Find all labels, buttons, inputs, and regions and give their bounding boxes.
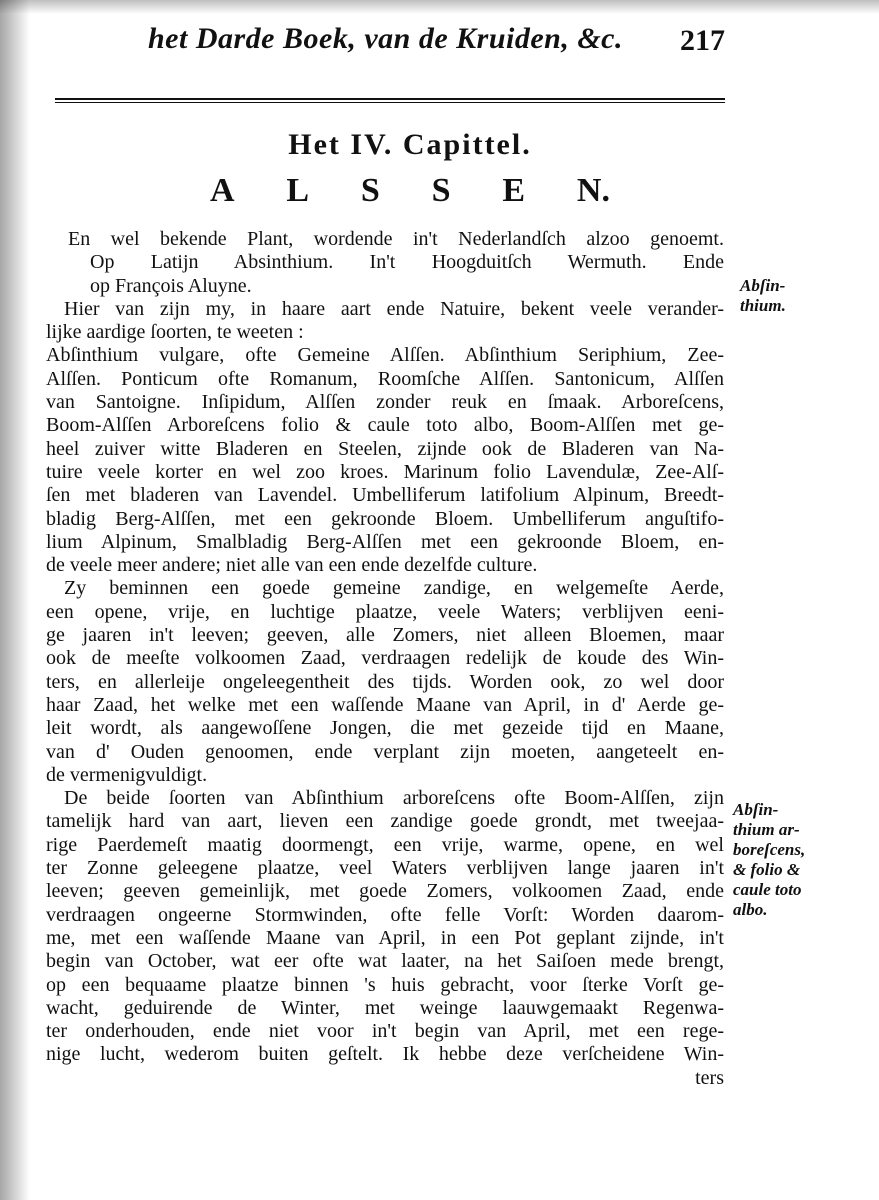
text-line: op een bequaame plaatze binnen 's huis gebracht, voor ſterke Vorſt ge- bbox=[46, 973, 724, 996]
text-line: wacht, geduirende de Winter, met weinge laauwgemaakt Regenwa- bbox=[46, 996, 724, 1019]
text-line: Op Latijn Absinthium. In't Hoogduitſch Wermuth. Ende bbox=[90, 251, 724, 274]
text-line: lium Alpinum, Smalbladig Berg-Alſſen met een gekroonde Bloem, en- bbox=[46, 530, 724, 553]
chapter-title-letter: A bbox=[210, 172, 235, 209]
text-line: tuire veele korter en wel zoo kroes. Marinum folio Lavendulæ, Zee-Alſ- bbox=[46, 460, 724, 483]
chapter-title-letter: S bbox=[431, 172, 451, 209]
text-line: ge jaaren in't leeven; geeven, alle Zomers, niet alleen Bloemen, maar bbox=[46, 624, 724, 647]
text-line: de veele meer andere; niet alle van een ende dezelfde culture. bbox=[46, 554, 538, 577]
text-line: een opene, vrije, en luchtige plaatze, veele Waters; verblijven eeni- bbox=[46, 600, 724, 623]
text-line: ters bbox=[695, 1066, 724, 1089]
text-line: Alſſen. Ponticum ofte Romanum, Roomſche Alſſen. Santonicum, Alſſen bbox=[46, 367, 724, 390]
chapter-title-letter: S bbox=[360, 172, 380, 209]
running-head: het Darde Boek, van de Kruiden, &c. bbox=[148, 22, 623, 55]
text-line: begin van October, wat eer ofte wat laater, na het Saiſoen mede brengt, bbox=[46, 950, 724, 973]
text-line: nige lucht, wederom buiten geſtelt. Ik hebbe deze verſcheidene Win- bbox=[46, 1043, 724, 1066]
text-line: ook de meeſte volkoomen Zaad, verdraagen redelijk de koude des Win- bbox=[46, 647, 724, 670]
page-top-shadow bbox=[0, 0, 879, 14]
text-line: ſen met bladeren van Lavendel. Umbelliferum latifolium Alpinum, Breedt- bbox=[46, 484, 724, 507]
chapter-title-letter: N. bbox=[576, 172, 610, 209]
text-line: De beide ſoorten van Abſinthium arboreſcens ofte Boom-Alſſen, zijn bbox=[64, 787, 724, 810]
margin-note-line: thium ar- bbox=[733, 820, 800, 839]
text-line: leit wordt, als aangewoſſene Jongen, die met gezeide tijd en Maane, bbox=[46, 717, 724, 740]
margin-note bbox=[740, 276, 786, 316]
margin-note-line: Abſin- bbox=[740, 276, 786, 295]
page-edge-shadow bbox=[0, 0, 30, 1200]
text-line: ter Zonne geleegene plaatze, veel Waters verblijven lange jaaren in't bbox=[46, 857, 724, 880]
text-line: haar Zaad, het welke met een waſſende Maane van April, in d' Aerde ge- bbox=[46, 693, 724, 716]
chapter-heading: Het IV. Capittel. bbox=[288, 128, 532, 161]
chapter-title-letter: E bbox=[502, 172, 526, 209]
text-line: Zy beminnen een goede gemeine zandige, en welgemeſte Aerde, bbox=[64, 577, 724, 600]
text-line: verdraagen ongeerne Stormwinden, ofte felle Vorſt: Worden daarom- bbox=[46, 903, 724, 926]
margin-note-line: albo. bbox=[733, 900, 768, 919]
text-line: rige Paerdemeſt maatig doormengt, een vrije, warme, opene, en wel bbox=[46, 833, 724, 856]
text-line: heel zuiver witte Bladeren en Steelen, zijnde ook de Bladeren van Na- bbox=[46, 437, 724, 460]
text-line: ters, en allerleije ongeleegentheit des tijds. Worden ook, zo wel door bbox=[46, 670, 724, 693]
text-line: Boom-Alſſen Arboreſcens folio & caule toto albo, Boom-Alſſen met ge- bbox=[46, 414, 724, 437]
margin-note-line: thium. bbox=[740, 296, 786, 315]
text-line: ter onderhouden, ende niet voor in't begin van April, met een rege- bbox=[46, 1020, 724, 1043]
margin-note-line: caule toto bbox=[733, 880, 802, 899]
text-line: bladig Berg-Alſſen, met een gekroonde Bloem. Umbelliferum anguſtifo- bbox=[46, 507, 724, 530]
text-line: En wel bekende Plant, wordende in't Nederlandſch alzoo genoemt. bbox=[68, 228, 724, 250]
text-line: tamelijk hard van aart, lieven een zandige goede grondt, met tweejaa- bbox=[46, 810, 724, 833]
text-line: van d' Ouden genoomen, ende verplant zijn moeten, aangeteelt en- bbox=[46, 740, 724, 763]
text-line: me, met een waſſende Maane van April, in een Pot geplant zijnde, in't bbox=[46, 926, 724, 949]
text-line: lijke aardige ſoorten, te weeten : bbox=[46, 321, 304, 344]
margin-note bbox=[733, 800, 805, 920]
chapter-title-letter: L bbox=[286, 172, 310, 209]
margin-note-line: & folio & bbox=[733, 860, 801, 879]
text-line: de vermenigvuldigt. bbox=[46, 763, 208, 786]
page-number: 217 bbox=[680, 24, 725, 57]
text-line: Hier van zijn my, in haare aart ende Natuire, bekent veele verander- bbox=[64, 297, 724, 320]
text-line: op François Aluyne. bbox=[90, 274, 252, 297]
body-text bbox=[46, 228, 724, 1090]
chapter-title bbox=[210, 172, 610, 210]
text-line: van Santoigne. Inſipidum, Alſſen zonder reuk en ſmaak. Arboreſcens, bbox=[46, 391, 724, 414]
margin-note-line: Abſin- bbox=[733, 800, 779, 819]
header-rule bbox=[55, 98, 725, 103]
text-line: leeven; geeven gemeinlijk, met goede Zomers, volkoomen Zaad, ende bbox=[46, 880, 724, 903]
text-line: Abſinthium vulgare, ofte Gemeine Alſſen. Abſinthium Seriphium, Zee- bbox=[46, 344, 724, 367]
margin-note-line: boreſcens, bbox=[733, 840, 806, 859]
